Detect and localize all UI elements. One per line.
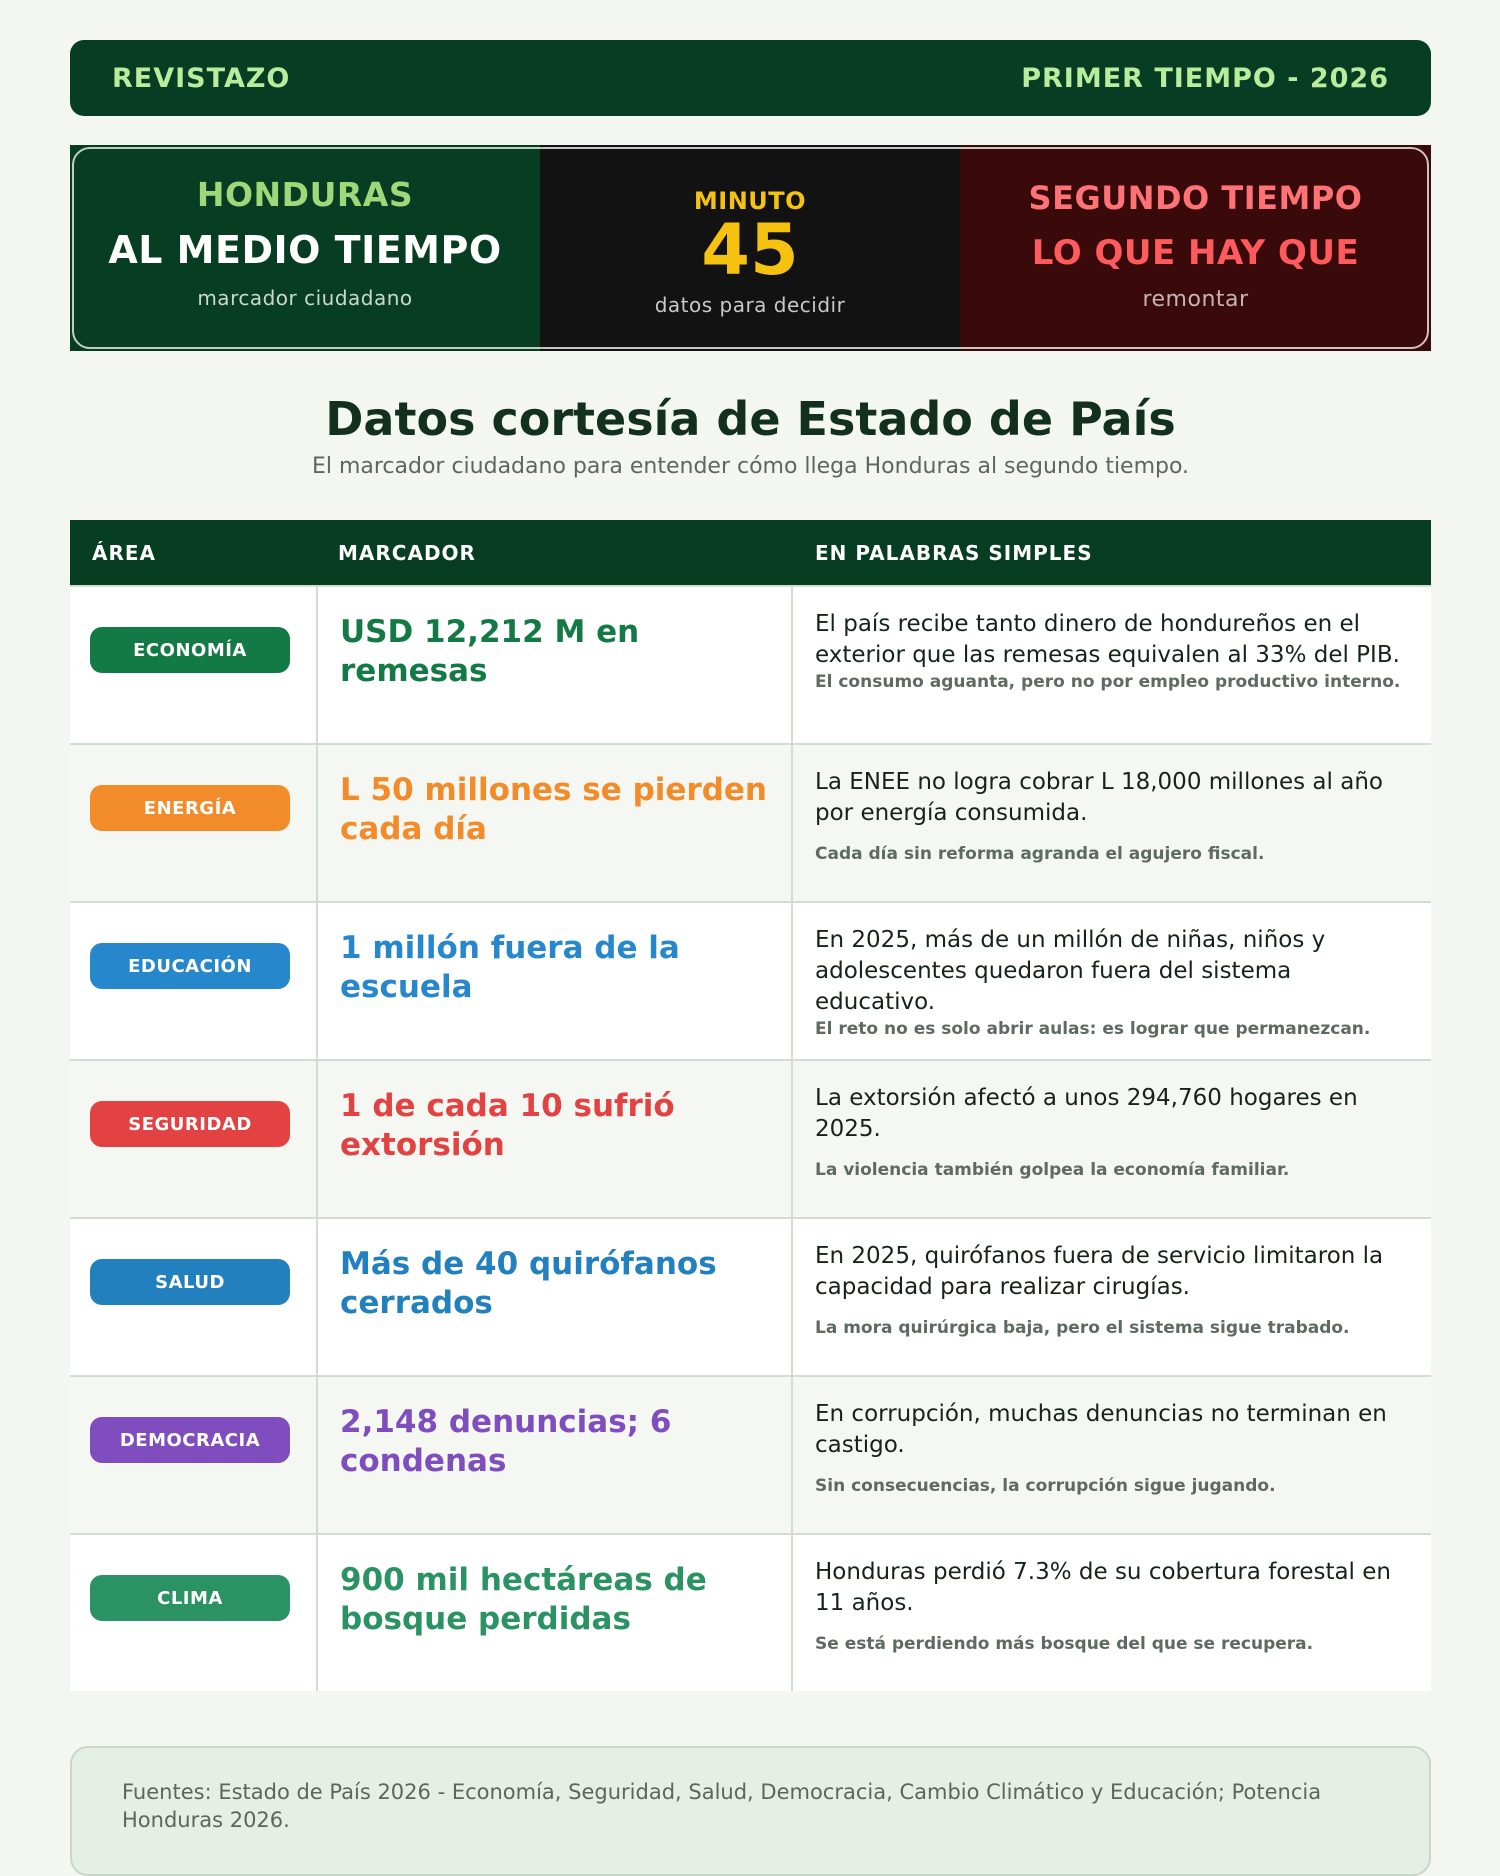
description-text: Honduras perdió 7.3% de su cobertura forestal en 11 años. bbox=[815, 1559, 1391, 1616]
page-title: Datos cortesía de Estado de País bbox=[325, 392, 1176, 446]
metric-text: 1 millón fuera de la escuela bbox=[340, 930, 680, 1005]
description-text: En 2025, quirófanos fuera de servicio limitaron la capacidad para realizar cirugías. bbox=[815, 1243, 1384, 1300]
area-badge: ENERGÍA bbox=[90, 785, 290, 831]
scoreboard-minute-caption: datos para decidir bbox=[654, 293, 846, 317]
note-text: La mora quirúrgica baja, pero el sistema sigue trabado. bbox=[815, 1318, 1350, 1338]
edition-label: PRIMER TIEMPO - 2026 bbox=[1021, 62, 1389, 94]
metric-text: L 50 millones se pierden cada día bbox=[340, 772, 767, 847]
scoreboard-left-line2: AL MEDIO TIEMPO bbox=[108, 228, 502, 272]
description-text: La extorsión afectó a unos 294,760 hogares en 2025. bbox=[815, 1085, 1358, 1142]
table-row bbox=[70, 1059, 1431, 1217]
top-bar bbox=[70, 40, 1431, 116]
sources-footer: Fuentes: Estado de País 2026 - Economía, Seguridad, Salud, Democracia, Cambio Climático y Educación; Potencia Honduras 2026. bbox=[70, 1746, 1431, 1876]
description-text: En 2025, más de un millón de niñas, niños y adolescentes quedaron fuera del sistema educativo. bbox=[815, 927, 1326, 1015]
table-row bbox=[70, 1375, 1431, 1533]
header-palabras: EN PALABRAS SIMPLES bbox=[815, 540, 1093, 565]
note-text: La violencia también golpea la economía familiar. bbox=[815, 1160, 1290, 1180]
scoreboard-right bbox=[960, 145, 1431, 351]
description-text: La ENEE no logra cobrar L 18,000 millones al año por energía consumida. bbox=[815, 769, 1383, 826]
scoreboard-minute-value: 45 bbox=[701, 209, 799, 291]
scoreboard-right-line3: remontar bbox=[1142, 287, 1249, 312]
scoreboard-minute-label: MINUTO bbox=[693, 187, 807, 215]
description-text: El país recibe tanto dinero de hondureños en el exterior que las remesas equivalen al 33% del PIB. bbox=[815, 611, 1400, 668]
scoreboard-left-line1: HONDURAS bbox=[196, 175, 414, 214]
note-text: Cada día sin reforma agranda el agujero fiscal. bbox=[815, 844, 1265, 864]
header-marcador: MARCADOR bbox=[338, 540, 476, 565]
data-table bbox=[70, 520, 1431, 1691]
page-subtitle: El marcador ciudadano para entender cómo llega Honduras al segundo tiempo. bbox=[311, 454, 1190, 479]
note-text: El reto no es solo abrir aulas: es lograr que permanezcan. bbox=[815, 1019, 1371, 1039]
note-text: Se está perdiendo más bosque del que se recupera. bbox=[815, 1634, 1314, 1654]
metric-text: Más de 40 quirófanos cerrados bbox=[340, 1246, 717, 1321]
area-badge: SEGURIDAD bbox=[90, 1101, 290, 1147]
note-text: Sin consecuencias, la corrupción sigue jugando. bbox=[815, 1476, 1276, 1496]
area-badge: DEMOCRACIA bbox=[90, 1417, 290, 1463]
area-badge: EDUCACIÓN bbox=[90, 943, 290, 989]
scoreboard bbox=[70, 145, 1431, 351]
note-text: El consumo aguanta, pero no por empleo productivo interno. bbox=[815, 672, 1401, 692]
header-area: ÁREA bbox=[92, 540, 157, 565]
metric-text: 900 mil hectáreas de bosque perdidas bbox=[340, 1562, 707, 1637]
area-badge: ECONOMÍA bbox=[90, 627, 290, 673]
metric-text: 2,148 denuncias; 6 condenas bbox=[340, 1404, 672, 1479]
table-row bbox=[70, 1217, 1431, 1375]
brand-label: REVISTAZO bbox=[112, 62, 291, 94]
table-row bbox=[70, 743, 1431, 901]
table-row bbox=[70, 1533, 1431, 1691]
table-row bbox=[70, 901, 1431, 1059]
description-text: En corrupción, muchas denuncias no terminan en castigo. bbox=[815, 1401, 1387, 1458]
scoreboard-right-line2: LO QUE HAY QUE bbox=[1031, 233, 1360, 273]
table-header bbox=[70, 520, 1431, 585]
scoreboard-left bbox=[70, 145, 540, 351]
table-row bbox=[70, 585, 1431, 743]
scoreboard-left-line3: marcador ciudadano bbox=[197, 286, 413, 310]
scoreboard-right-line1: SEGUNDO TIEMPO bbox=[1028, 179, 1363, 217]
metric-text: 1 de cada 10 sufrió extorsión bbox=[340, 1088, 675, 1163]
area-badge: SALUD bbox=[90, 1259, 290, 1305]
metric-text: USD 12,212 M en remesas bbox=[340, 614, 640, 689]
area-badge: CLIMA bbox=[90, 1575, 290, 1621]
scoreboard-middle bbox=[540, 145, 960, 351]
